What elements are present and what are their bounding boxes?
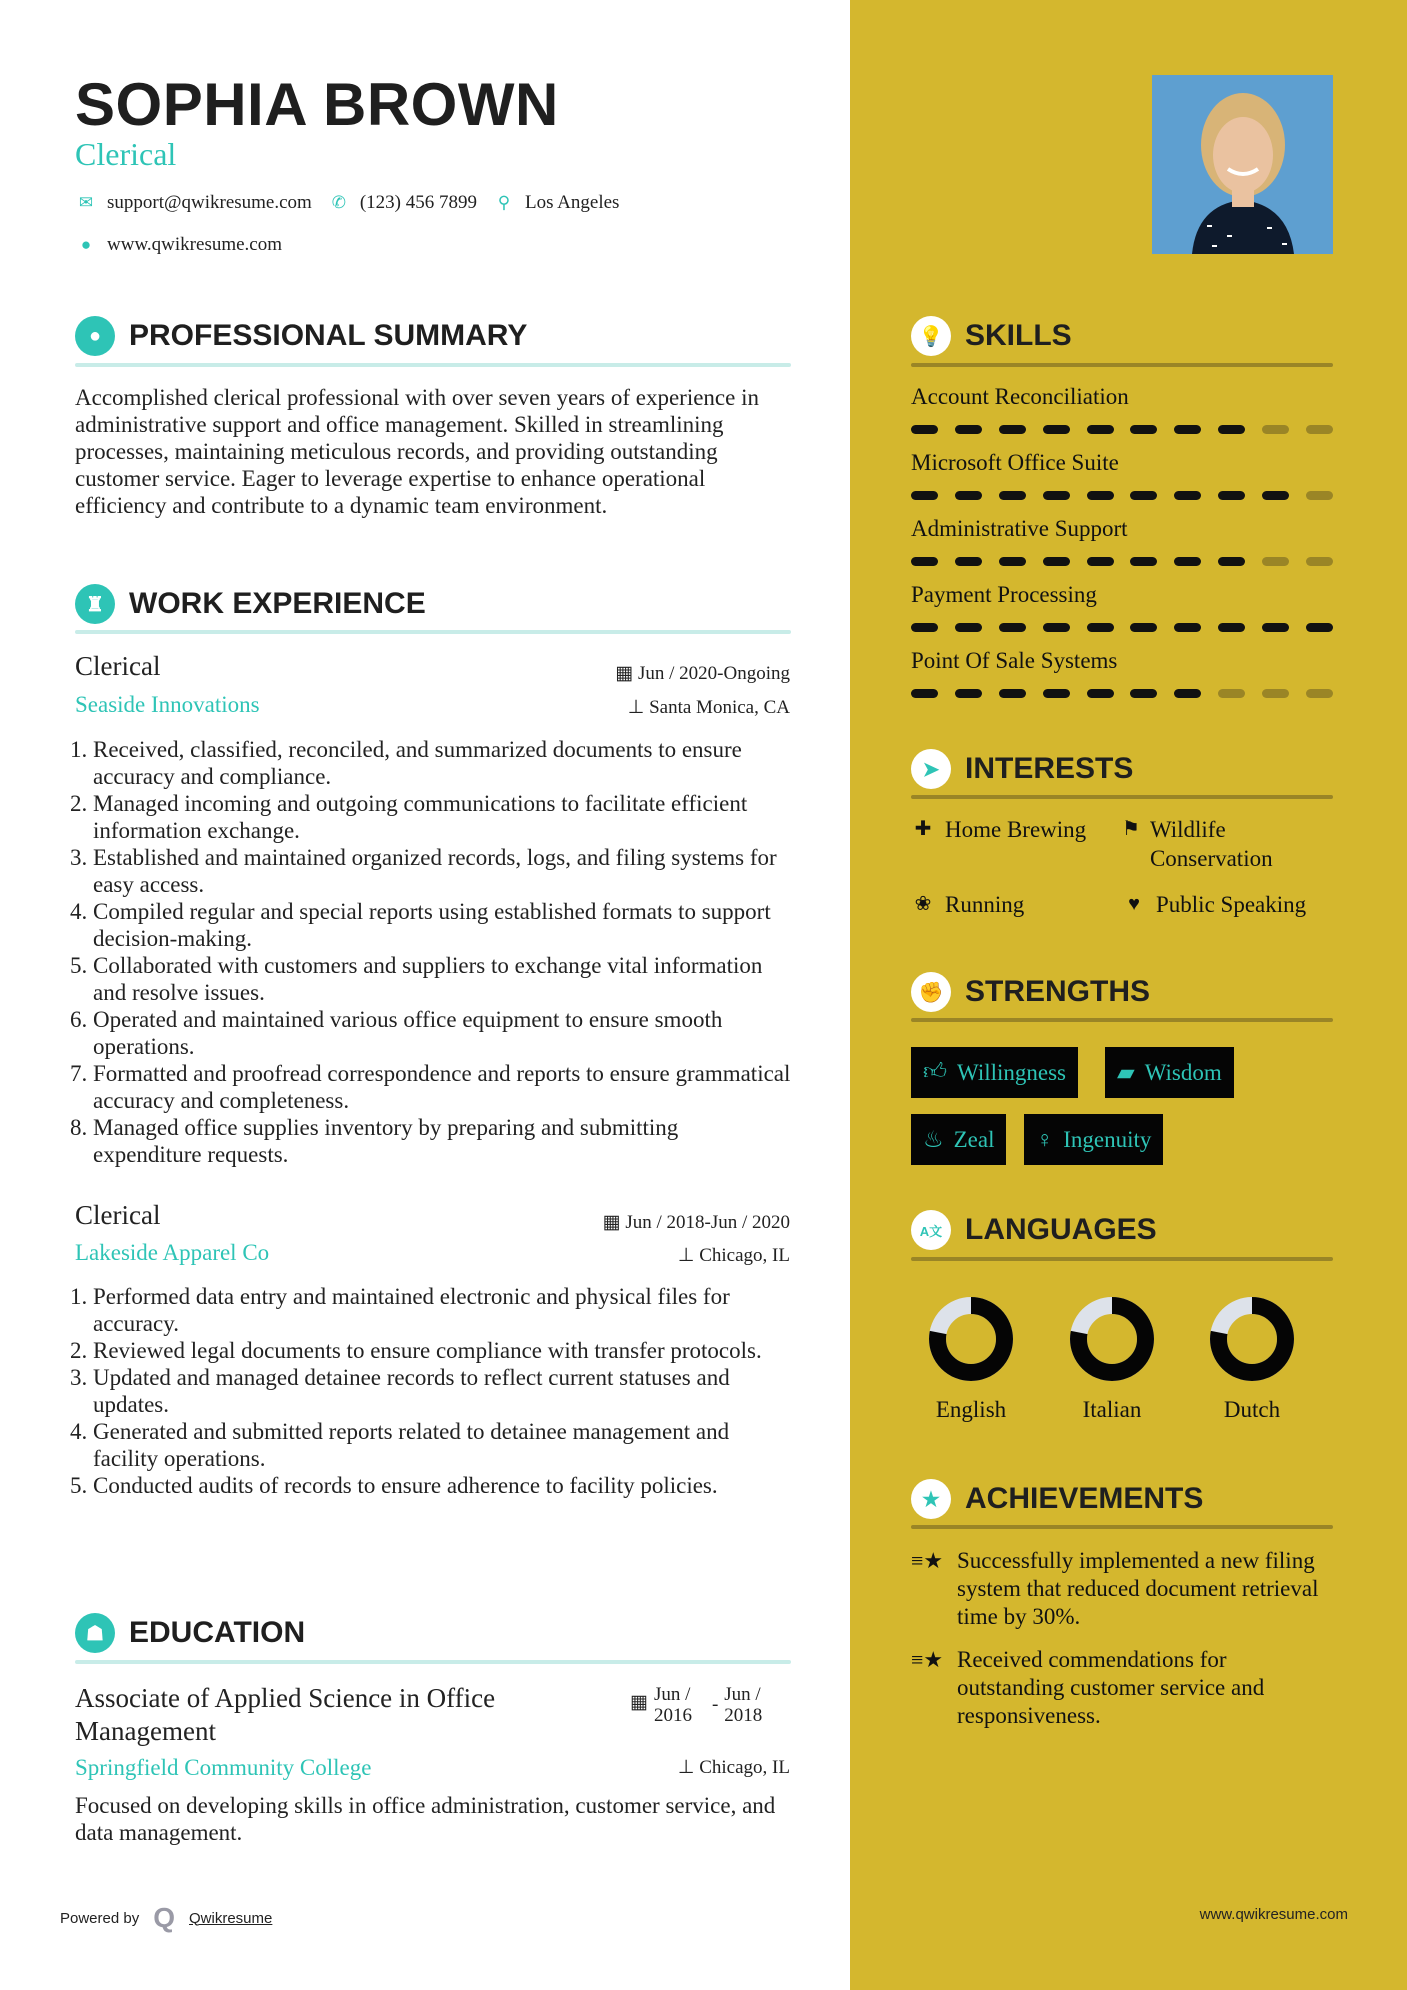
skill-segment-filled	[1043, 623, 1070, 632]
skill-segment-filled	[1174, 623, 1201, 632]
skill-segment-empty	[1262, 425, 1289, 434]
language-donut	[1067, 1294, 1157, 1389]
strengths-heading-text: STRENGTHS	[965, 975, 1151, 1008]
paper-plane-icon: ➤	[911, 749, 951, 789]
candidate-name: SOPHIA BROWN	[75, 71, 559, 138]
phone: (123) 456 7899	[359, 192, 477, 213]
translate-icon: A文	[911, 1210, 951, 1250]
job-company: Seaside Innovations	[75, 692, 260, 717]
strength-tag	[911, 1114, 1006, 1165]
interest-item	[1122, 815, 1302, 873]
thumbs-up-icon: 👍︎	[923, 1059, 948, 1084]
skill-segment-filled	[1174, 491, 1201, 500]
footer-website[interactable]: www.qwikresume.com	[1199, 1906, 1348, 1923]
candidate-title: Clerical	[75, 136, 177, 172]
skill-segment-filled	[1087, 425, 1114, 434]
skill-segment-filled	[1218, 425, 1245, 434]
skill-segment-filled	[911, 425, 938, 434]
skill-segment-filled	[1043, 491, 1070, 500]
summary-heading-text: PROFESSIONAL SUMMARY	[129, 319, 528, 352]
flag-icon: ⚑	[1122, 818, 1140, 840]
skill-segment-empty	[1306, 557, 1333, 566]
strength-label: Ingenuity	[1063, 1126, 1152, 1152]
chair-icon: ♜	[75, 584, 115, 624]
strength-tag	[1024, 1114, 1163, 1165]
achievements-heading-text: ACHIEVEMENTS	[965, 1482, 1204, 1515]
job-bullet: 1. Received, classified, reconciled, and summarized documents to ensure accuracy and compliance.	[93, 736, 792, 790]
languages-heading-text: LANGUAGES	[965, 1213, 1157, 1246]
skill-segment-filled	[1262, 623, 1289, 632]
achievement-text: Received commendations for outstanding customer service and responsiveness.	[957, 1647, 1265, 1728]
skill-segment-filled	[1130, 491, 1157, 500]
map-pin-icon: ⚲	[497, 193, 511, 212]
interest-label: Home Brewing	[945, 817, 1087, 842]
pin-icon: ⊥	[627, 697, 650, 718]
interest-label: Wildlife Conservation	[1149, 817, 1273, 871]
interests-heading	[911, 749, 1133, 789]
interests-heading-text: INTERESTS	[965, 752, 1134, 785]
degree: Associate of Applied Science in Office Management	[75, 1683, 496, 1746]
skill-name: Administrative Support	[911, 516, 1128, 541]
language-name: Italian	[1082, 1397, 1142, 1422]
skill-segment-filled	[999, 425, 1026, 434]
calendar-icon: ▦	[615, 663, 638, 684]
end-month: Jun /	[724, 1684, 761, 1705]
interest-item	[911, 815, 1086, 844]
website[interactable]: www.qwikresume.com	[107, 234, 283, 255]
powered-by	[60, 1902, 272, 1934]
start-year: 2016	[653, 1705, 692, 1726]
portrait-image	[1152, 75, 1333, 254]
skill-segment-filled	[955, 689, 982, 698]
job-bullet: 4. Compiled regular and special reports using established formats to support decision-making.	[93, 898, 792, 952]
skill-segment-filled	[1174, 557, 1201, 566]
book-icon: ▰	[1117, 1059, 1135, 1085]
skill-segment-filled	[1087, 491, 1114, 500]
skill-segment-empty	[1306, 425, 1333, 434]
strength-label: Willingness	[957, 1059, 1067, 1085]
job-title: Clerical	[75, 651, 161, 681]
pin-icon: ⊥	[677, 1757, 700, 1778]
globe-icon: ●	[80, 235, 92, 254]
location: Los Angeles	[524, 192, 620, 213]
interest-item	[1122, 890, 1306, 919]
skill-segment-filled	[1218, 491, 1245, 500]
skills-heading-text: SKILLS	[965, 319, 1072, 352]
languages-heading	[911, 1210, 1157, 1250]
job-date	[603, 1211, 790, 1234]
email[interactable]: support@qwikresume.com	[107, 192, 312, 213]
phone-icon: ✆	[331, 193, 346, 212]
skill-segment-empty	[1306, 491, 1333, 500]
job-title: Clerical	[75, 1200, 161, 1230]
calendar-icon: ▦	[630, 1692, 648, 1713]
job-bullet: 2. Managed incoming and outgoing communications to facilitate efficient information exchange.	[93, 790, 792, 844]
job-bullet: 5. Conducted audits of records to ensure adherence to facility policies.	[93, 1472, 792, 1499]
work-heading-text: WORK EXPERIENCE	[129, 587, 426, 620]
achievement-item	[911, 1547, 1331, 1631]
work-heading	[75, 584, 426, 624]
skill-segment-filled	[1262, 491, 1289, 500]
interest-label: Public Speaking	[1156, 892, 1307, 917]
skill-segment-filled	[1218, 623, 1245, 632]
job-bullet: 4. Generated and submitted reports related to detainee management and facility operations.	[93, 1418, 792, 1472]
job-bullet: 5. Collaborated with customers and suppliers to exchange vital information and resolve issues.	[93, 952, 792, 1006]
skill-segment-filled	[955, 491, 982, 500]
job-location-text: Chicago, IL	[699, 1245, 790, 1266]
skill-segment-filled	[1087, 689, 1114, 698]
skill-segment-filled	[1043, 425, 1070, 434]
skill-segment-filled	[1130, 689, 1157, 698]
strength-tag	[1105, 1047, 1234, 1098]
skill-segment-filled	[1043, 557, 1070, 566]
job-bullet: 6. Operated and maintained various office equipment to ensure smooth operations.	[93, 1006, 792, 1060]
summary-heading	[75, 316, 527, 356]
job-bullet: 2. Reviewed legal documents to ensure compliance with transfer protocols.	[93, 1337, 792, 1364]
lightbulb-icon: ♀	[1036, 1126, 1054, 1152]
skill-segment-filled	[911, 557, 938, 566]
job-bullet: 7. Formatted and proofread correspondence and reports to ensure grammatical accuracy and completeness.	[93, 1060, 792, 1114]
end-year: 2018	[724, 1705, 763, 1726]
skill-segment-filled	[999, 689, 1026, 698]
school: Springfield Community College	[75, 1755, 372, 1780]
job-date	[615, 662, 790, 685]
brand-link[interactable]: Qwikresume	[189, 1909, 273, 1927]
skill-level-bar	[911, 623, 1333, 632]
profile-photo	[1152, 75, 1333, 254]
divider	[911, 1018, 1333, 1022]
skill-segment-filled	[911, 623, 938, 632]
skill-segment-filled	[1043, 689, 1070, 698]
skill-level-bar	[911, 425, 1333, 434]
skill-segment-filled	[999, 491, 1026, 500]
envelope-icon: ✉	[78, 193, 94, 212]
heartbeat-icon: ♥	[1128, 893, 1140, 915]
paw-icon: ❀	[914, 893, 932, 915]
education-location	[678, 1756, 790, 1779]
education-heading	[75, 1613, 305, 1653]
education-description: Focused on developing skills in office administration, customer service, and data management.	[75, 1793, 776, 1845]
job-location	[628, 696, 790, 719]
summary-text: Accomplished clerical professional with over seven years of experience in administrative support and office management. Skilled in streamlining processes, maintaining meticulous records, and providing outstanding customer service. Eager to leverage expertise to enhance operational efficiency and contribute to a dynamic team environment.	[75, 385, 759, 518]
job-bullets	[70, 736, 792, 1168]
job-location	[678, 1244, 790, 1267]
skill-segment-filled	[955, 623, 982, 632]
skill-segment-filled	[911, 491, 938, 500]
divider	[75, 1660, 791, 1664]
puzzle-icon: ✚	[914, 818, 932, 840]
interest-label: Running	[945, 892, 1025, 917]
shooting-star-icon: ≡★	[911, 1647, 944, 1672]
divider	[911, 1525, 1333, 1529]
skill-segment-filled	[1130, 425, 1157, 434]
skill-segment-filled	[911, 689, 938, 698]
pin-icon: ⊥	[677, 1245, 700, 1266]
date-separator: -	[711, 1694, 719, 1715]
job-date-text: Jun / 2020-Ongoing	[638, 663, 790, 684]
divider	[75, 630, 791, 634]
fist-icon: ✊	[911, 972, 951, 1012]
skill-segment-empty	[1262, 689, 1289, 698]
job-bullet: 3. Updated and managed detainee records to reflect current statuses and updates.	[93, 1364, 792, 1418]
skill-segment-filled	[1174, 689, 1201, 698]
shooting-star-icon: ≡★	[911, 1548, 944, 1573]
skill-segment-filled	[1306, 623, 1333, 632]
skill-segment-empty	[1306, 689, 1333, 698]
strength-tag	[911, 1047, 1078, 1098]
education-heading-text: EDUCATION	[129, 1616, 306, 1649]
skill-name: Account Reconciliation	[911, 384, 1129, 409]
star-icon: ★	[911, 1479, 951, 1519]
skill-segment-filled	[1130, 557, 1157, 566]
education-dates	[630, 1684, 762, 1726]
powered-by-text: Powered by	[60, 1909, 140, 1927]
lightbulb-icon: 💡	[911, 316, 951, 356]
skill-level-bar	[911, 689, 1333, 698]
achievement-item	[911, 1646, 1331, 1730]
job-bullets	[70, 1283, 792, 1499]
job-bullet: 8. Managed office supplies inventory by preparing and submitting expenditure requests.	[93, 1114, 792, 1168]
divider	[911, 795, 1333, 799]
skills-heading	[911, 316, 1072, 356]
language-donut	[926, 1294, 1016, 1389]
skill-segment-filled	[1087, 557, 1114, 566]
skill-name: Point Of Sale Systems	[911, 648, 1118, 673]
job-location-text: Santa Monica, CA	[649, 697, 790, 718]
qwikresume-logo-icon: Q	[153, 1902, 175, 1933]
education-location-text: Chicago, IL	[699, 1757, 790, 1778]
skill-segment-empty	[1218, 689, 1245, 698]
skill-segment-filled	[1087, 623, 1114, 632]
skill-segment-filled	[999, 623, 1026, 632]
skill-name: Payment Processing	[911, 582, 1097, 607]
skill-segment-filled	[955, 425, 982, 434]
skill-segment-filled	[1174, 425, 1201, 434]
interest-item	[911, 890, 1024, 919]
user-icon: ●	[75, 316, 115, 356]
strength-label: Wisdom	[1144, 1059, 1222, 1085]
language-donut	[1207, 1294, 1297, 1389]
achievements-heading	[911, 1479, 1203, 1519]
job-bullet: 1. Performed data entry and maintained electronic and physical files for accuracy.	[93, 1283, 792, 1337]
achievement-text: Successfully implemented a new filing system that reduced document retrieval time by 30%.	[957, 1548, 1319, 1629]
divider	[911, 363, 1333, 367]
job-company: Lakeside Apparel Co	[75, 1240, 270, 1265]
skill-segment-filled	[955, 557, 982, 566]
skill-segment-filled	[1218, 557, 1245, 566]
calendar-icon: ▦	[602, 1212, 626, 1233]
skill-segment-filled	[1130, 623, 1157, 632]
start-month: Jun /	[653, 1684, 691, 1705]
contact-row	[75, 192, 619, 214]
language-name: English	[935, 1397, 1007, 1422]
graduate-icon: ☗	[75, 1613, 115, 1653]
flame-icon: ♨	[923, 1126, 944, 1152]
website-row	[75, 234, 282, 256]
strength-label: Zeal	[953, 1126, 995, 1152]
skill-level-bar	[911, 491, 1333, 500]
job-bullet: 3. Established and maintained organized records, logs, and filing systems for easy access.	[93, 844, 792, 898]
skill-name: Microsoft Office Suite	[911, 450, 1119, 475]
strengths-heading	[911, 972, 1150, 1012]
divider	[75, 363, 791, 367]
language-name: Dutch	[1223, 1397, 1281, 1422]
skill-level-bar	[911, 557, 1333, 566]
job-date-text: Jun / 2018-Jun / 2020	[625, 1212, 790, 1233]
skill-segment-filled	[999, 557, 1026, 566]
divider	[911, 1257, 1333, 1261]
skill-segment-empty	[1262, 557, 1289, 566]
